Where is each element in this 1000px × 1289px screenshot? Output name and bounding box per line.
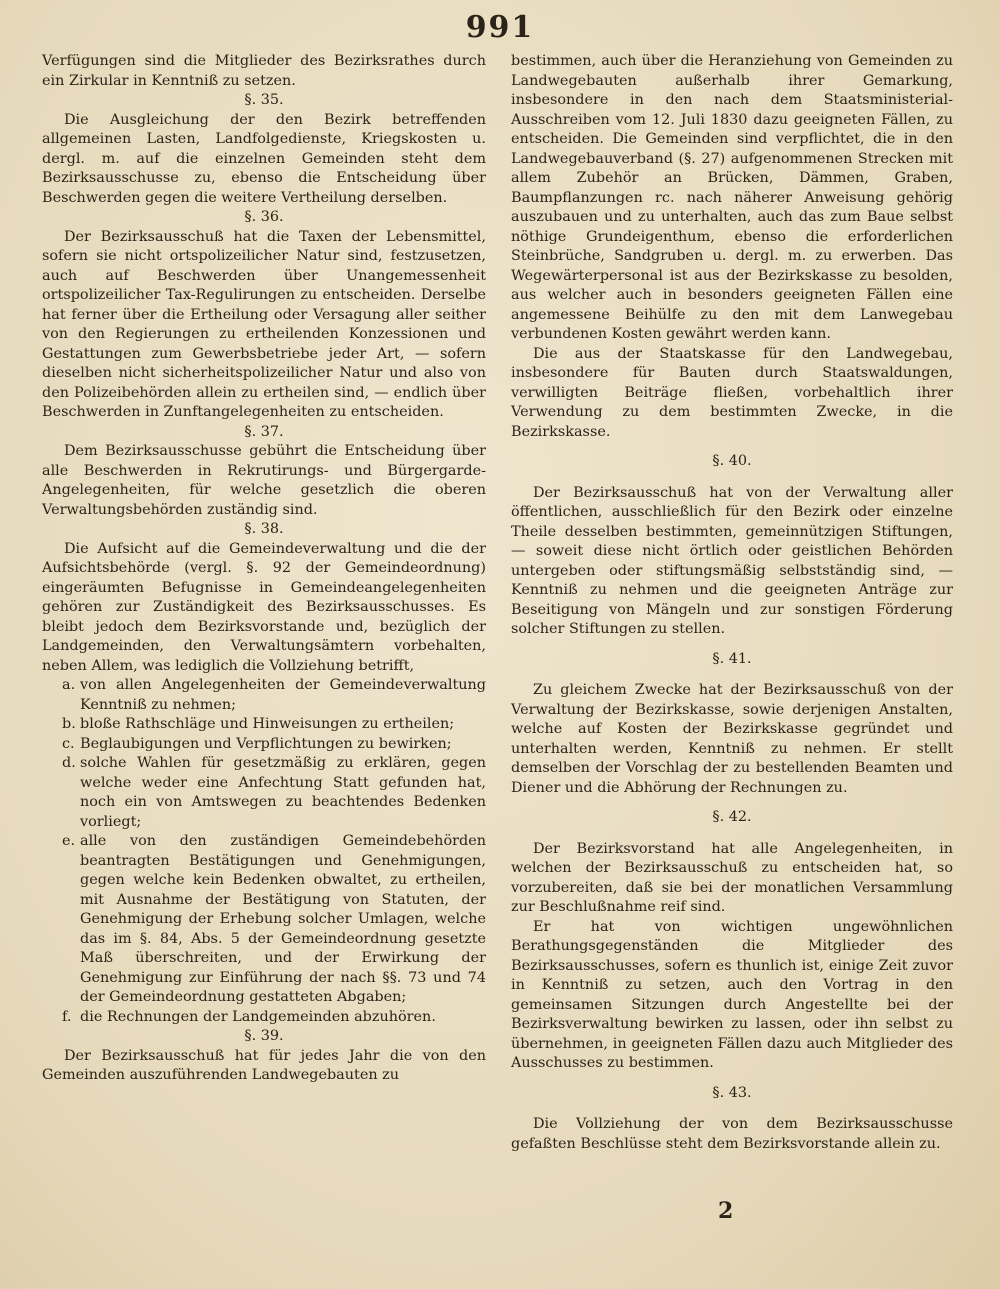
list-marker: f. xyxy=(62,1008,72,1025)
section-heading-39: §. 39. xyxy=(244,1028,284,1044)
section-heading-40: §. 40. xyxy=(712,453,752,469)
section-heading-42: §. 42. xyxy=(712,809,752,825)
section-39-text: Der Bezirksausschuß hat für jedes Jahr die von den Gemeinden auszuführenden Landwegebauten zu xyxy=(42,1047,486,1083)
page-number: 991 xyxy=(465,10,535,45)
list-item-text: bloße Rathschläge und Hinweisungen zu ertheilen; xyxy=(80,716,455,732)
section-35-text: Die Ausgleichung der den Bezirk betreffenden allgemeinen Lasten, Landfolgedienste, Kriegskosten u. dergl. m. auf die einzelnen Gemeinden steht dem Bezirksausschusse zu, ebenso die Entscheidung über Beschwerden gegen die weitere Vertheilung derselben. xyxy=(42,111,486,206)
signature-mark: 2 xyxy=(718,1198,734,1224)
list-item xyxy=(42,676,486,715)
list-marker: e. xyxy=(62,833,76,849)
list-marker: c. xyxy=(62,735,75,752)
list-marker: d. xyxy=(62,755,76,771)
section-heading-38: §. 38. xyxy=(244,521,284,537)
list-item xyxy=(42,832,486,1008)
section-heading-43: §. 43. xyxy=(712,1084,752,1101)
list-item xyxy=(42,754,486,832)
section-38-text: Die Aufsicht auf die Gemeindeverwaltung und die der Aufsichtsbehörde (vergl. §. 92 der Gemeindeordnung) eingeräumten Befugnisse in Gemeindeangelegenheiten gehören zur Zuständigkeit des Bezirksausschusses. Es bleibt jedoch dem Bezirksvorstande und, bezüglich der Landgemeinden, den Verwaltungsämtern vorbehalten, neben Allem, was lediglich die Vollziehung betrifft, xyxy=(42,540,486,674)
section-heading-41: §. 41. xyxy=(712,650,752,667)
section-heading-35: §. 35. xyxy=(244,92,284,108)
section-43-text: Die Vollziehung der von dem Bezirksausschusse gefaßten Beschlüsse steht dem Bezirksvorstande allein zu. xyxy=(511,1116,953,1152)
list-item-text: alle von den zuständigen Gemeindebehörden beantragten Bestätigungen und Genehmigungen, gegen welche kein Bedenken obwaltet, zu ertheilen, mit Ausnahme der Bestätigung von Statuten, der Genehmigung der Erhebung solcher Umlagen, welche das im §. 84, Abs. 5 der Gemeindeordnung gesetzte Maß überschreiten, und der Erwirkung der Genehmigung zur Einführung der nach §§. 73 und 74 der Gemeindeordnung gestatteten Abgaben; xyxy=(80,833,486,1005)
list-item-text: von allen Angelegenheiten der Gemeindeverwaltung Kenntniß zu nehmen; xyxy=(80,677,486,713)
section-42-text-2: Er hat von wichtigen ungewöhnlichen Berathungsgegenständen die Mitglieder des Bezirksausschusses, sofern es thunlich ist, einige Zeit zuvor in Kenntniß zu setzen, auch den Vortrag in den gemeinsamen Sitzungen durch Angestellte bei der Bezirksverwaltung bewirken zu lassen, oder ihn selbst zu übernehmen, in geeigneten Fällen dazu auch Mitglieder des Ausschusses zu bestimmen. xyxy=(511,918,953,1071)
list-item-text: Beglaubigungen und Verpflichtungen zu bewirken; xyxy=(80,735,452,752)
list-item-text: die Rechnungen der Landgemeinden abzuhören. xyxy=(80,1008,436,1025)
list-item xyxy=(42,1008,486,1028)
section-42-text: Der Bezirksvorstand hat alle Angelegenheiten, in welchen der Bezirksausschuß zu entscheiden hat, so vorzubereiten, daß sie bei der monatlichen Versammlung zur Beschlußnahme reif sind. xyxy=(511,840,953,915)
section-38-list xyxy=(42,676,486,1027)
section-36-text: Der Bezirksausschuß hat die Taxen der Lebensmittel, sofern sie nicht ortspolizeilicher Natur sind, festzusetzen, auch auf Beschwerden über Unangemessenheit ortspolizeilicher Tax-Regulirungen zu entscheiden. Derselbe hat ferner über die Ertheilung oder Versagung aller seither von den Regierungen zu ertheilenden Konzessionen und Gestattungen zum Gewerbsbetriebe jeder Art, — sofern dieselben nicht sicherheitspolizeilicher Natur und also von den Polizeibehörden allein zu ertheilen sind, — endlich über Beschwerden in Zunftangelegenheiten zu entscheiden. xyxy=(42,228,486,420)
section-heading-36: §. 36. xyxy=(244,209,284,225)
list-marker: b. xyxy=(62,716,76,732)
list-item xyxy=(42,715,486,735)
section-41-text: Zu gleichem Zwecke hat der Bezirksausschuß von der Verwaltung der Bezirkskasse, sowie derjenigen Anstalten, welche auf Kosten der Bezirkskasse gegründet und unterhalten werden, Kenntniß zu nehmen. Er stellt demselben der Vorschlag der zu bestellenden Beamten und Diener und die Abhörung der Rechnungen zu. xyxy=(511,682,953,796)
section-heading-37: §. 37. xyxy=(244,423,284,440)
list-item-text: solche Wahlen für gesetzmäßig zu erklären, gegen welche weder eine Anfechtung Statt gefunden hat, noch ein von Amtswegen zu beachtendes Bedenken vorliegt; xyxy=(80,755,486,830)
left-column xyxy=(42,52,486,1086)
list-marker: a. xyxy=(62,677,76,693)
section-39-continuation: bestimmen, auch über die Heranziehung von Gemeinden zu Landwegebauten außerhalb ihrer Gemarkung, insbesondere in den nach dem Staatsministerial-Ausschreiben vom 12. Juli 1830 dazu geeigneten Fällen, zu entscheiden. Die Gemeinden sind verpflichtet, die in den Landwegebauverband (§. 27) aufgenommenen Strecken mit allem Zubehör an Brücken, Dämmen, Graben, Baumpflanzungen rc. nach näherer Anweisung gehörig auszubauen und zu unterhalten, auch das zum Baue selbst nöthige Grundeigenthum, ebenso die erforderlichen Steinbrüche, Sandgruben u. dergl. m. zu erwerben. Das Wegewärterpersonal ist aus der Bezirkskasse zu besolden, aus welcher auch in besonders geeigneten Fällen eine angemessene Beihülfe zu den mit dem Lanwegebau verbundenen Kosten gewährt werden kann. xyxy=(511,53,953,342)
section-37-text: Dem Bezirksausschusse gebührt die Entscheidung über alle Beschwerden in Rekrutirungs- und Bürgergarde-Angelegenheiten, für welche gesetzlich die oberen Verwaltungsbehörden zuständig sind. xyxy=(42,443,486,518)
section-40-text: Der Bezirksausschuß hat von der Verwaltung aller öffentlichen, ausschließlich für den Bezirk oder einzelne Theile desselben bestimmten, gemeinnützigen Stiftungen, — soweit diese nicht örtlich oder geistlichen Behörden untergeben oder stiftungsmäßig selbstständig sind, — Kenntniß zu nehmen und die geeigneten Anträge zur Beseitigung von Mängeln und zur sonstigen Förderung solcher Stiftungen zu stellen. xyxy=(511,484,953,637)
intro-paragraph: Verfügungen sind die Mitglieder des Bezirksrathes durch ein Zirkular in Kenntniß zu setzen. xyxy=(42,53,486,89)
right-column xyxy=(511,52,953,1154)
section-39-paragraph-2: Die aus der Staatskasse für den Landwegebau, insbesondere für Bauten durch Staatswaldungen, verwilligten Beiträge fließen, vorbehaltlich ihrer Verwendung zu dem bestimmten Zwecke, in die Bezirkskasse. xyxy=(511,345,953,440)
list-item xyxy=(42,735,486,755)
